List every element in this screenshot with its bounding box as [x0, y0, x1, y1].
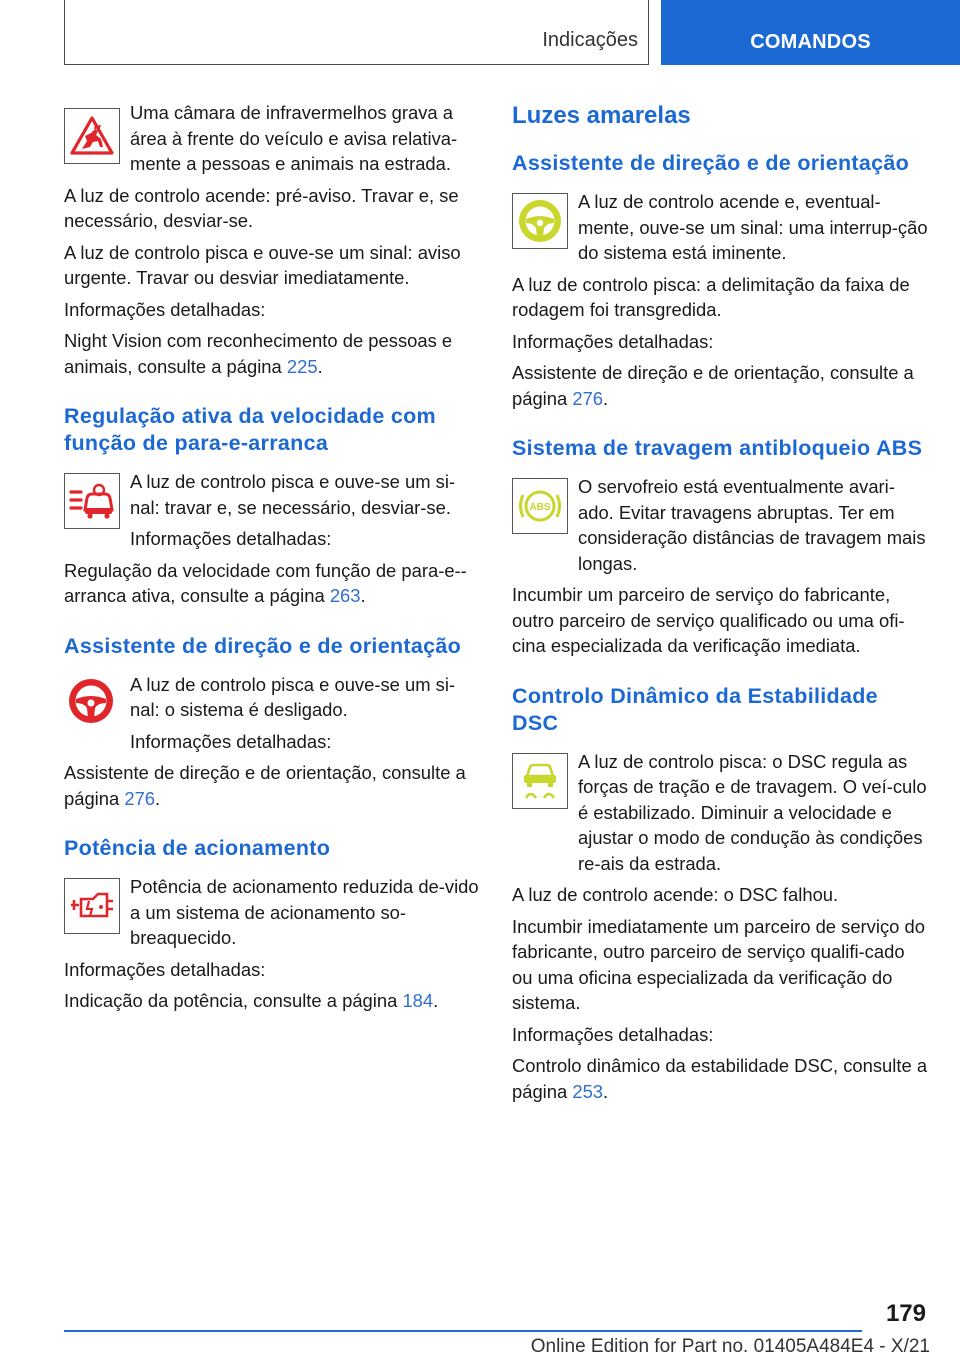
- steer-yellow-icon-text: A luz de controlo acende e, eventual-mente, ouve-se um sinal: uma interrup-ção do sistema está iminente.: [578, 191, 928, 263]
- abs-icon-label: ABS: [529, 502, 551, 513]
- steer-yellow-p1: A luz de controlo pisca: a delimitação da faixa de rodagem foi transgredida.: [512, 273, 910, 320]
- acc-p1-end: .: [360, 585, 366, 606]
- page-link-253[interactable]: 253: [572, 1080, 604, 1102]
- steering-wheel-yellow-icon: [512, 193, 568, 249]
- acc-icon-text: A luz de controlo pisca e ouve-se um si-nal: travar e, se necessário, desviar-se.: [130, 471, 456, 518]
- steer-yellow-block: [512, 189, 930, 411]
- dsc-p4: [512, 1053, 930, 1104]
- heading-dsc: Controlo Dinâmico da Estabilidade DSC: [512, 683, 878, 735]
- power-icon-text: Potência de acionamento reduzida de-vido a um sistema de acionamento so-breaquecido.: [130, 876, 479, 948]
- section-title-yellow-lights: Luzes amarelas: [512, 102, 691, 129]
- page-header: [0, 0, 960, 66]
- dsc-block: [512, 749, 930, 1105]
- acc-icon-text2: Informações detalhadas:: [130, 528, 332, 549]
- night-vision-p1: A luz de controlo acende: pré-aviso. Travar e, se necessário, desviar-se.: [64, 184, 459, 231]
- footer-divider: [64, 1330, 862, 1332]
- steer-red-p1-end: .: [155, 787, 161, 809]
- heading-acc: Regulação ativa da velocidade com função de para-e-arranca: [64, 404, 436, 455]
- steer-red-p1: [64, 760, 482, 811]
- dsc-p3: Informações detalhadas:: [512, 1023, 714, 1045]
- acc-p1: [64, 558, 482, 609]
- page-link-184[interactable]: 184: [402, 990, 434, 1011]
- steer-yellow-p2: Informações detalhadas:: [512, 330, 714, 352]
- night-vision-p4-text: Night Vision com reconhecimento de pessoas e animais, consulte a página: [64, 330, 453, 377]
- right-column: [512, 100, 930, 1110]
- dsc-warning-icon: [512, 753, 568, 809]
- page-link-263[interactable]: 263: [329, 585, 361, 606]
- header-section-box: [64, 0, 649, 65]
- dsc-p4-text: Controlo dinâmico da estabilidade DSC, consulte a página: [512, 1055, 928, 1102]
- power-p2-text: Indicação da potência, consulte a página: [64, 990, 403, 1011]
- night-vision-p2: A luz de controlo pisca e ouve-se um sinal: aviso urgente. Travar ou desviar imediatamente.: [64, 241, 461, 288]
- night-vision-block: [64, 100, 482, 379]
- steer-red-icon-text2: Informações detalhadas:: [130, 730, 332, 752]
- night-vision-p4-end: .: [317, 355, 323, 377]
- header-section-title: Indicações: [542, 29, 638, 51]
- power-p2-end: .: [433, 990, 439, 1011]
- left-column: [64, 100, 482, 1020]
- abs-warning-icon: [512, 478, 568, 534]
- page-link-225[interactable]: 225: [286, 355, 318, 377]
- heading-power: Potência de acionamento: [64, 836, 331, 860]
- steer-yellow-p3: [512, 360, 930, 411]
- abs-p1: Incumbir um parceiro de serviço do fabricante, outro parceiro de serviço qualificado ou uma ofi-cina especializada da verificação imediata.: [512, 584, 905, 656]
- steer-yellow-p3-text: Assistente de direção e de orientação, consulte a página: [512, 362, 914, 409]
- header-chapter-tab: COMANDOS: [661, 0, 960, 65]
- steering-wheel-red-icon: [64, 674, 120, 730]
- steer-red-icon-text: A luz de controlo pisca e ouve-se um si-nal: o sistema é desligado.: [130, 673, 456, 720]
- power-p1: Informações detalhadas:: [64, 958, 266, 980]
- night-vision-icon: [64, 108, 120, 164]
- page-link-276-right[interactable]: 276: [572, 387, 604, 409]
- night-vision-icon-text: Uma câmara de infravermelhos grava a área à frente do veículo e avisa relativa-mente a pessoas e animais na estrada.: [130, 102, 458, 174]
- acc-p1-text: Regulação da velocidade com função de para-e--arranca ativa, consulte a página: [64, 559, 467, 606]
- page-number: 179: [885, 1300, 926, 1327]
- abs-icon-text: O servofreio está eventualmente avari-ado. Evitar travagens abruptas. Ter em consideração distâncias de travagem mais longas.: [578, 476, 926, 574]
- power-p2: [64, 988, 482, 1014]
- steer-red-p1-text: Assistente de direção e de orientação, consulte a página: [64, 762, 466, 809]
- dsc-p2: Incumbir imediatamente um parceiro de serviço do fabricante, outro parceiro de serviço qualifi-cado ou uma oficina especializada da verificação do sistema.: [512, 915, 925, 1013]
- footer-edition-text: Online Edition for Part no. 01405A484E4 - X/21: [530, 1336, 930, 1357]
- dsc-p1: A luz de controlo acende: o DSC falhou.: [512, 884, 839, 905]
- dsc-p4-end: .: [603, 1080, 609, 1102]
- heading-steer-right: Assistente de direção e de orientação: [512, 151, 910, 175]
- night-vision-p3: Informações detalhadas:: [64, 298, 266, 320]
- page-link-276-left[interactable]: 276: [124, 787, 156, 809]
- acc-warning-icon: [64, 473, 120, 529]
- night-vision-p4: [64, 328, 482, 379]
- drive-power-icon: [64, 878, 120, 934]
- steer-red-block: [64, 672, 482, 812]
- abs-block: [512, 474, 930, 659]
- power-block: [64, 874, 482, 1014]
- steer-yellow-p3-end: .: [603, 387, 609, 409]
- dsc-icon-text: A luz de controlo pisca: o DSC regula as forças de tração e de travagem. O veí-culo é estabilizado. Diminuir a velocidade e ajustar o modo de condução às condições re-ais da estrada.: [578, 750, 927, 874]
- acc-block: [64, 469, 482, 609]
- heading-abs: Sistema de travagem antibloqueio ABS: [512, 436, 923, 460]
- heading-steer-left: Assistente de direção e de orientação: [64, 633, 462, 658]
